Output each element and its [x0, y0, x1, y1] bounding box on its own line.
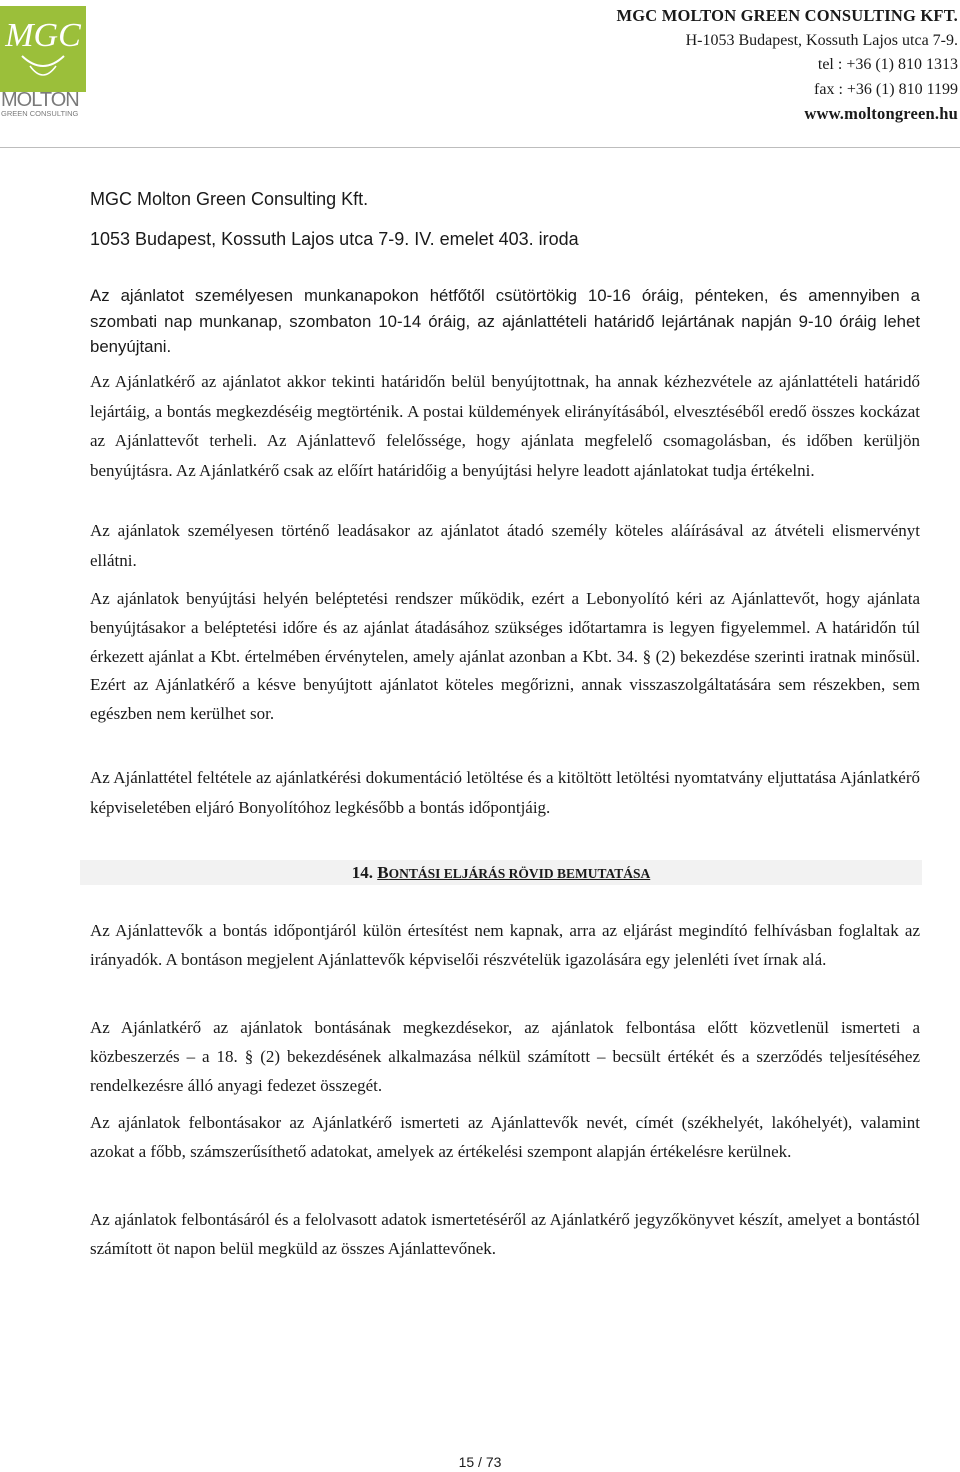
- section-heading: [80, 860, 922, 885]
- header-address: H-1053 Budapest, Kossuth Lajos utca 7-9.: [685, 31, 958, 49]
- logo-wordmark: [1, 90, 87, 118]
- header-contact: [617, 4, 959, 127]
- logo-name: MOLTON: [1, 89, 79, 111]
- paragraph: Az ajánlatok benyújtási helyén beléptetési rendszer működik, ezért a Lebonyolító kéri az Ajánlattevőt, hogy ajánlata benyújtásakor a beléptetési időre és az ajánlat átadásához szükséges időtartamra is legyen figyelemmel. A határidőn túl érkezett ajánlat a Kbt. értelmében érvénytelen, amely ajánlat azonban a Kbt. 34. § (2) bekezdése szerinti iratnak minősül. Ezért az Ajánlatkérő a késve benyújtott ajánlatot köteles megőrizni, annak visszaszolgáltatására sem részekben, sem egészben nem kerülhet sor.: [90, 589, 920, 724]
- paragraph: Az ajánlatok felbontásakor az Ajánlatkérő ismerteti az Ajánlattevők nevét, címét (székhelyét, lakóhelyét), valamint azokat a főbb, számszerűsíthető adatokat, amelyek az értékelési szempont alapján értékelésre kerülnek.: [90, 1113, 920, 1161]
- paragraph: Az Ajánlatkérő az ajánlatok bontásának megkezdésekor, az ajánlatok felbontása előtt közvetlenül ismerteti a közbeszerzés – a 18. § (2) bekezdésének alkalmazása nélkül számított – becsült értékét és a szerződés teljesítéséhez rendelkezésre álló anyagi fedezet összegét.: [90, 1018, 920, 1095]
- paragraph: Az Ajánlattétel feltétele az ajánlatkérési dokumentáció letöltése és a kitöltött letöltési nyomtatvány eljuttatása Ajánlatkérő képviseletében eljáró Bonyolítóhoz legkésőbb a bontás időpontjáig.: [90, 768, 920, 817]
- section-title-initial: B: [377, 863, 389, 882]
- logo-mark: [0, 6, 86, 92]
- paragraph: Az ajánlatok személyesen történő leadásakor az ajánlatot átadó személy köteles aláírásával az átvételi elismervényt ellátni.: [90, 521, 920, 570]
- paragraph: Az ajánlatok felbontásáról és a felolvasott adatok ismertetéséről az Ajánlatkérő jegyzőkönyvet készít, amelyet a bontástól számított öt napon belül megküld az összes Ajánlattevőnek.: [90, 1210, 920, 1258]
- paragraph: Az Ajánlatkérő az ajánlatot akkor tekinti határidőn belül benyújtottnak, ha annak kézhezvétele az ajánlattételi határidő lejártáig, a bontás megkezdéséig megtörténik. A postai küldemények elirányításából, elvesztéséből eredő összes kockázat az Ajánlattevőt terheli. Az Ajánlattevő felelőssége, hogy ajánlata megfelelő csomagolásban, és időben kerüljön benyújtásra. Az Ajánlatkérő csak az előírt határidőig a benyújtási helyre leadott ajánlatokat tudja értékelni.: [90, 372, 920, 480]
- section-title: [377, 863, 650, 882]
- header-fax: fax : +36 (1) 810 1199: [814, 80, 958, 98]
- header-company: MGC MOLTON GREEN CONSULTING KFT.: [616, 6, 958, 25]
- address-line-1: MGC Molton Green Consulting Kft.: [90, 189, 369, 209]
- address-line-2: 1053 Budapest, Kossuth Lajos utca 7-9. IV. emelet 403. iroda: [90, 229, 579, 249]
- page-number: 15 / 73: [458, 1454, 502, 1470]
- logo-monogram-icon: [0, 6, 86, 92]
- paragraph: Az ajánlatot személyesen munkanapokon hétfőtől csütörtökig 10-16 óráig, pénteken, és amennyiben a szombati nap munkanap, szombaton 10-14 óráig, az ajánlattételi határidő lejártának napján 9-10 óráig lehet benyújtani.: [90, 286, 920, 356]
- paragraph: Az Ajánlattevők a bontás időpontjáról külön értesítést nem kapnak, arra az eljárást megindító felhívásban foglaltak az irányadók. A bontáson megjelent Ajánlattevők képviselői részvételük igazolására egy jelenléti ívet írnak alá.: [90, 921, 920, 969]
- company-logo: [0, 6, 86, 116]
- section-number: 14.: [351, 863, 373, 882]
- section-title-rest: ONTÁSI ELJÁRÁS RÖVID BEMUTATÁSA: [388, 866, 651, 881]
- header-tel: tel : +36 (1) 810 1313: [817, 56, 958, 73]
- header-divider: [0, 147, 960, 148]
- logo-letters: MGC: [5, 17, 81, 54]
- logo-subtitle: GREEN CONSULTING: [1, 109, 79, 118]
- header-web-link[interactable]: www.moltongreen.hu: [804, 104, 958, 123]
